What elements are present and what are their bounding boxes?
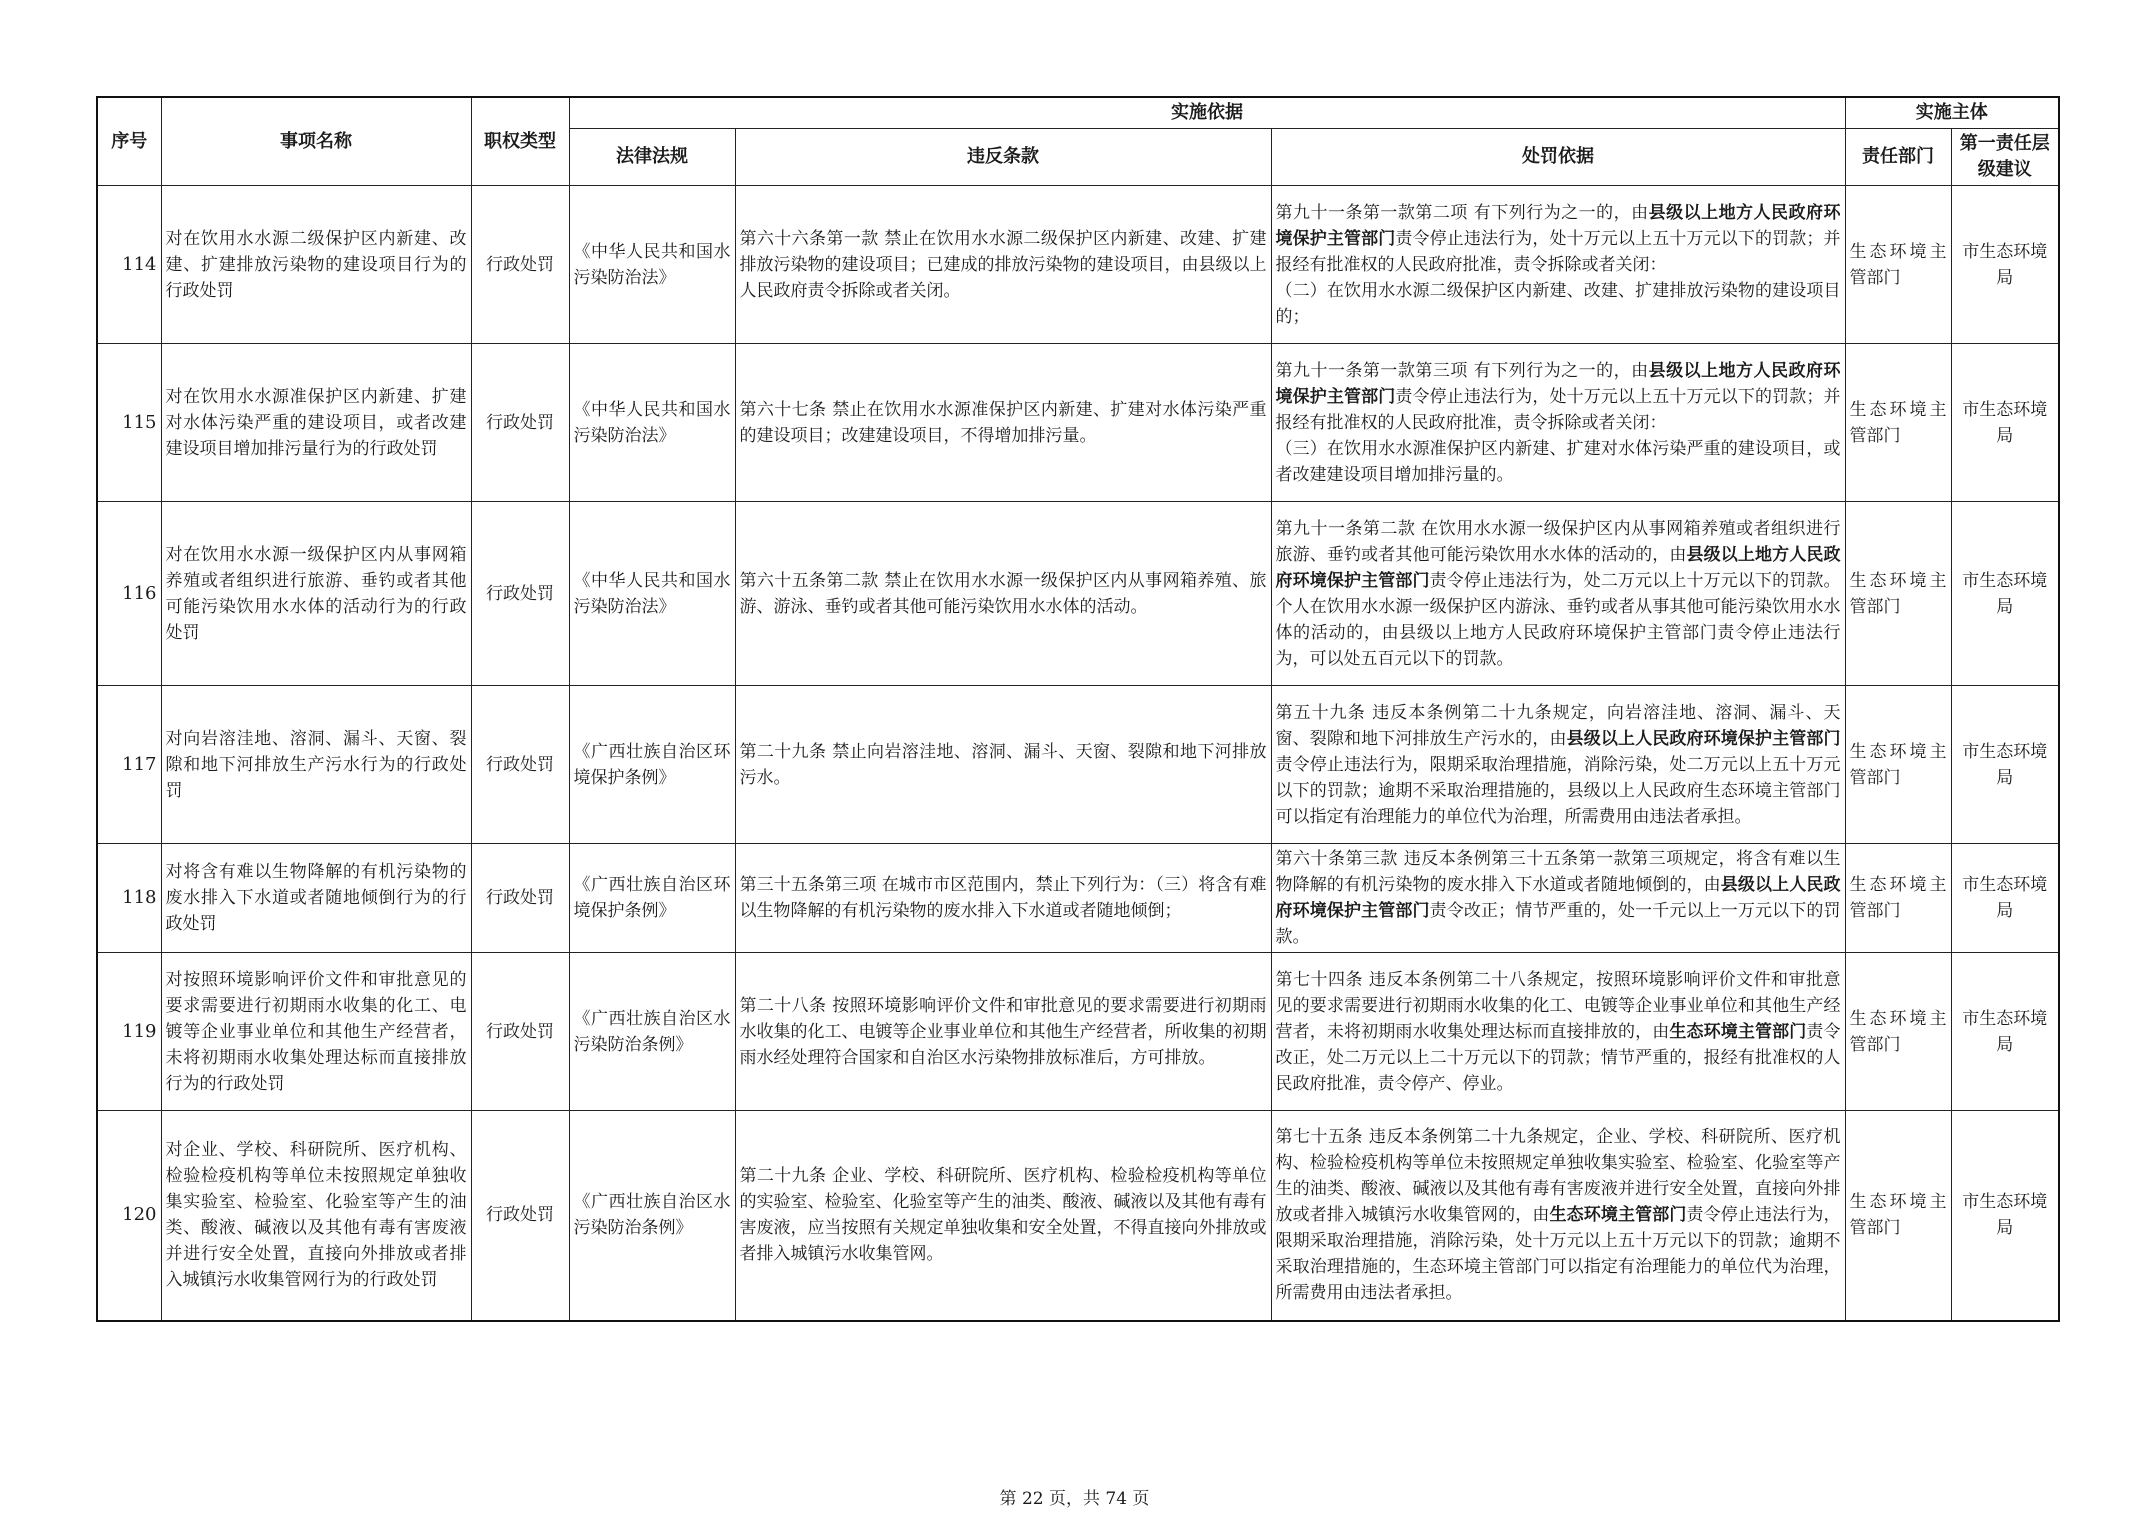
row-power-type: 行政处罚 — [471, 502, 569, 686]
row-violation-clause: 第六十七条 禁止在饮用水水源准保护区内新建、扩建对水体污染严重的建设项目；改建建设项目，不得增加排污量。 — [735, 344, 1271, 502]
row-penalty-basis — [1271, 502, 1845, 686]
header-violation-clause: 违反条款 — [735, 129, 1271, 186]
row-penalty-basis — [1271, 953, 1845, 1111]
penalty-text-rest: 责令停止违法行为，处十万元以上五十万元以下的罚款；并报经有批准权的人民政府批准，责令拆除或者关闭： — [1275, 228, 1841, 275]
penalty-authority: 生态环境主管部门 — [1549, 1205, 1687, 1226]
table-row — [97, 1111, 2059, 1321]
row-first-level: 市生态环境局 — [1951, 1111, 2059, 1321]
table-row — [97, 844, 2059, 953]
row-first-level: 市生态环境局 — [1951, 502, 2059, 686]
table-row — [97, 502, 2059, 686]
penalty-text: 第七十五条 违反本条例第二十九条规定，企业、学校、科研院所、医疗机构、检验检疫机构等单位未按照规定单独收集实验室、检验室、化验室等产生的油类、酸液、碱液以及其他有毒有害废液并进行安全处置，直接向外排放或者排入城镇污水收集管网的，由 — [1275, 1127, 1841, 1226]
penalty-text: 第九十一条第一款第三项 有下列行为之一的，由 — [1275, 360, 1649, 381]
row-item-name: 对向岩溶洼地、溶洞、漏斗、天窗、裂隙和地下河排放生产污水行为的行政处罚 — [161, 686, 471, 844]
row-seq: 116 — [97, 502, 161, 686]
row-first-level: 市生态环境局 — [1951, 953, 2059, 1111]
penalty-text-rest: 责令改正；情节严重的，处一千元以上一万元以下的罚款。 — [1275, 901, 1841, 947]
row-penalty-basis — [1271, 186, 1845, 344]
row-item-name: 对在饮用水水源二级保护区内新建、改建、扩建排放污染物的建设项目行为的行政处罚 — [161, 186, 471, 344]
penalty-text-rest: 责令停止违法行为，限期采取治理措施，消除污染，处二万元以上五十万元以下的罚款；逾期不采取治理措施的，县级以上人民政府生态环境主管部门可以指定有治理能力的单位代为治理，所需费用由违法者承担。 — [1275, 754, 1841, 827]
header-item-name: 事项名称 — [161, 97, 471, 186]
penalty-clause: （三）在饮用水水源准保护区内新建、扩建对水体污染严重的建设项目，或者改建建设项目增加排污量的。 — [1275, 438, 1841, 485]
penalty-items-table — [96, 96, 2060, 1322]
header-implementation-basis: 实施依据 — [569, 97, 1845, 129]
row-power-type: 行政处罚 — [471, 686, 569, 844]
page-footer: 第 22 页，共 74 页 — [999, 1489, 1150, 1509]
row-violation-clause: 第二十九条 企业、学校、科研院所、医疗机构、检验检疫机构等单位的实验室、检验室、化验室等产生的油类、酸液、碱液以及其他有毒有害废液，应当按照有关规定单独收集和安全处置，不得直接向外排放或者排入城镇污水收集管网。 — [735, 1111, 1271, 1321]
row-responsible-dept: 生态环境主管部门 — [1845, 686, 1951, 844]
penalty-authority: 县级以上地方人民政府环境保护主管部门 — [1275, 544, 1841, 591]
penalty-text-rest: 责令停止违法行为，处十万元以上五十万元以下的罚款；并报经有批准权的人民政府批准，责令拆除或者关闭： — [1275, 386, 1841, 433]
row-item-name: 对在饮用水水源一级保护区内从事网箱养殖或者组织进行旅游、垂钓或者其他可能污染饮用水水体的活动行为的行政处罚 — [161, 502, 471, 686]
header-responsible-dept: 责任部门 — [1845, 129, 1951, 186]
penalty-text-rest: 责令停止违法行为，处二万元以上十万元以下的罚款。个人在饮用水水源一级保护区内游泳、垂钓或者从事其他可能污染饮用水水体的活动的，由县级以上地方人民政府环境保护主管部门责令停止违法行为，可以处五百元以下的罚款。 — [1275, 570, 1841, 669]
row-violation-clause: 第三十五条第三项 在城市市区范围内，禁止下列行为：（三）将含有难以生物降解的有机污染物的废水排入下水道或者随地倾倒； — [735, 844, 1271, 953]
penalty-text-rest: 责令停止违法行为，限期采取治理措施，消除污染，处十万元以上五十万元以下的罚款；逾期不采取治理措施的，生态环境主管部门可以指定有治理能力的单位代为治理，所需费用由违法者承担。 — [1275, 1205, 1841, 1304]
table-row — [97, 344, 2059, 502]
row-item-name: 对在饮用水水源准保护区内新建、扩建对水体污染严重的建设项目，或者改建建设项目增加排污量行为的行政处罚 — [161, 344, 471, 502]
row-penalty-basis — [1271, 686, 1845, 844]
row-violation-clause: 第六十六条第一款 禁止在饮用水水源二级保护区内新建、改建、扩建排放污染物的建设项目；已建成的排放污染物的建设项目，由县级以上人民政府责令拆除或者关闭。 — [735, 186, 1271, 344]
row-first-level: 市生态环境局 — [1951, 186, 2059, 344]
row-law: 《中华人民共和国水污染防治法》 — [569, 502, 735, 686]
row-responsible-dept: 生态环境主管部门 — [1845, 844, 1951, 953]
penalty-authority: 县级以上人民政府环境保护主管部门 — [1566, 728, 1841, 749]
row-item-name: 对企业、学校、科研院所、医疗机构、检验检疫机构等单位未按照规定单独收集实验室、检验室、化验室等产生的油类、酸液、碱液以及其他有毒有害废液并进行安全处置，直接向外排放或者排入城镇污水收集管网行为的行政处罚 — [161, 1111, 471, 1321]
header-penalty-basis: 处罚依据 — [1271, 129, 1845, 186]
row-seq: 114 — [97, 186, 161, 344]
row-item-name: 对将含有难以生物降解的有机污染物的废水排入下水道或者随地倾倒行为的行政处罚 — [161, 844, 471, 953]
row-responsible-dept: 生态环境主管部门 — [1845, 186, 1951, 344]
row-power-type: 行政处罚 — [471, 344, 569, 502]
table-row — [97, 686, 2059, 844]
penalty-text: 第七十四条 违反本条例第二十八条规定，按照环境影响评价文件和审批意见的要求需要进行初期雨水收集的化工、电镀等企业事业单位和其他生产经营者，未将初期雨水收集处理达标而直接排放的，由 — [1275, 969, 1841, 1042]
header-seq: 序号 — [97, 97, 161, 186]
row-power-type: 行政处罚 — [471, 1111, 569, 1321]
row-power-type: 行政处罚 — [471, 844, 569, 953]
header-power-type: 职权类型 — [471, 97, 569, 186]
row-power-type: 行政处罚 — [471, 186, 569, 344]
row-item-name: 对按照环境影响评价文件和审批意见的要求需要进行初期雨水收集的化工、电镀等企业事业单位和其他生产经营者，未将初期雨水收集处理达标而直接排放行为的行政处罚 — [161, 953, 471, 1111]
row-responsible-dept: 生态环境主管部门 — [1845, 953, 1951, 1111]
penalty-text: 第九十一条第一款第二项 有下列行为之一的，由 — [1275, 202, 1649, 223]
row-responsible-dept: 生态环境主管部门 — [1845, 502, 1951, 686]
table-row — [97, 953, 2059, 1111]
row-law: 《广西壮族自治区水污染防治条例》 — [569, 1111, 735, 1321]
penalty-text: 第六十条第三款 违反本条例第三十五条第一款第三项规定，将含有难以生物降解的有机污染物的废水排入下水道或者随地倾倒的，由 — [1275, 849, 1841, 895]
row-penalty-basis — [1271, 344, 1845, 502]
header-law: 法律法规 — [569, 129, 735, 186]
penalty-authority: 县级以上地方人民政府环境保护主管部门 — [1275, 360, 1841, 407]
header-first-level: 第一责任层级建议 — [1951, 129, 2059, 186]
row-seq: 118 — [97, 844, 161, 953]
row-responsible-dept: 生态环境主管部门 — [1845, 1111, 1951, 1321]
row-first-level: 市生态环境局 — [1951, 844, 2059, 953]
row-violation-clause: 第六十五条第二款 禁止在饮用水水源一级保护区内从事网箱养殖、旅游、游泳、垂钓或者其他可能污染饮用水水体的活动。 — [735, 502, 1271, 686]
row-law: 《中华人民共和国水污染防治法》 — [569, 186, 735, 344]
header-row-top — [97, 97, 2059, 129]
row-responsible-dept: 生态环境主管部门 — [1845, 344, 1951, 502]
row-violation-clause: 第二十八条 按照环境影响评价文件和审批意见的要求需要进行初期雨水收集的化工、电镀等企业事业单位和其他生产经营者，所收集的初期雨水经处理符合国家和自治区水污染物排放标准后，方可排放。 — [735, 953, 1271, 1111]
row-penalty-basis — [1271, 1111, 1845, 1321]
penalty-clause: （二）在饮用水水源二级保护区内新建、改建、扩建排放污染物的建设项目的； — [1275, 280, 1841, 327]
header-implementation-subject: 实施主体 — [1845, 97, 2059, 129]
row-seq: 117 — [97, 686, 161, 844]
penalty-text-rest: 责令改正，处二万元以上二十万元以下的罚款；情节严重的，报经有批准权的人民政府批准，责令停产、停业。 — [1275, 1021, 1841, 1094]
penalty-authority: 县级以上人民政府环境保护主管部门 — [1275, 875, 1841, 921]
penalty-authority: 生态环境主管部门 — [1669, 1021, 1807, 1042]
row-power-type: 行政处罚 — [471, 953, 569, 1111]
row-law: 《广西壮族自治区环境保护条例》 — [569, 686, 735, 844]
row-first-level: 市生态环境局 — [1951, 344, 2059, 502]
row-violation-clause: 第二十九条 禁止向岩溶洼地、溶洞、漏斗、天窗、裂隙和地下河排放污水。 — [735, 686, 1271, 844]
row-seq: 119 — [97, 953, 161, 1111]
row-seq: 120 — [97, 1111, 161, 1321]
table-row — [97, 186, 2059, 344]
row-law: 《中华人民共和国水污染防治法》 — [569, 344, 735, 502]
row-penalty-basis — [1271, 844, 1845, 953]
row-law: 《广西壮族自治区水污染防治条例》 — [569, 953, 735, 1111]
row-seq: 115 — [97, 344, 161, 502]
row-first-level: 市生态环境局 — [1951, 686, 2059, 844]
penalty-text: 第九十一条第二款 在饮用水水源一级保护区内从事网箱养殖或者组织进行旅游、垂钓或者其他可能污染饮用水水体的活动的，由 — [1275, 518, 1841, 565]
row-law: 《广西壮族自治区环境保护条例》 — [569, 844, 735, 953]
penalty-text: 第五十九条 违反本条例第二十九条规定，向岩溶洼地、溶洞、漏斗、天窗、裂隙和地下河排放生产污水的，由 — [1275, 702, 1841, 749]
penalty-authority: 县级以上地方人民政府环境保护主管部门 — [1275, 202, 1841, 249]
